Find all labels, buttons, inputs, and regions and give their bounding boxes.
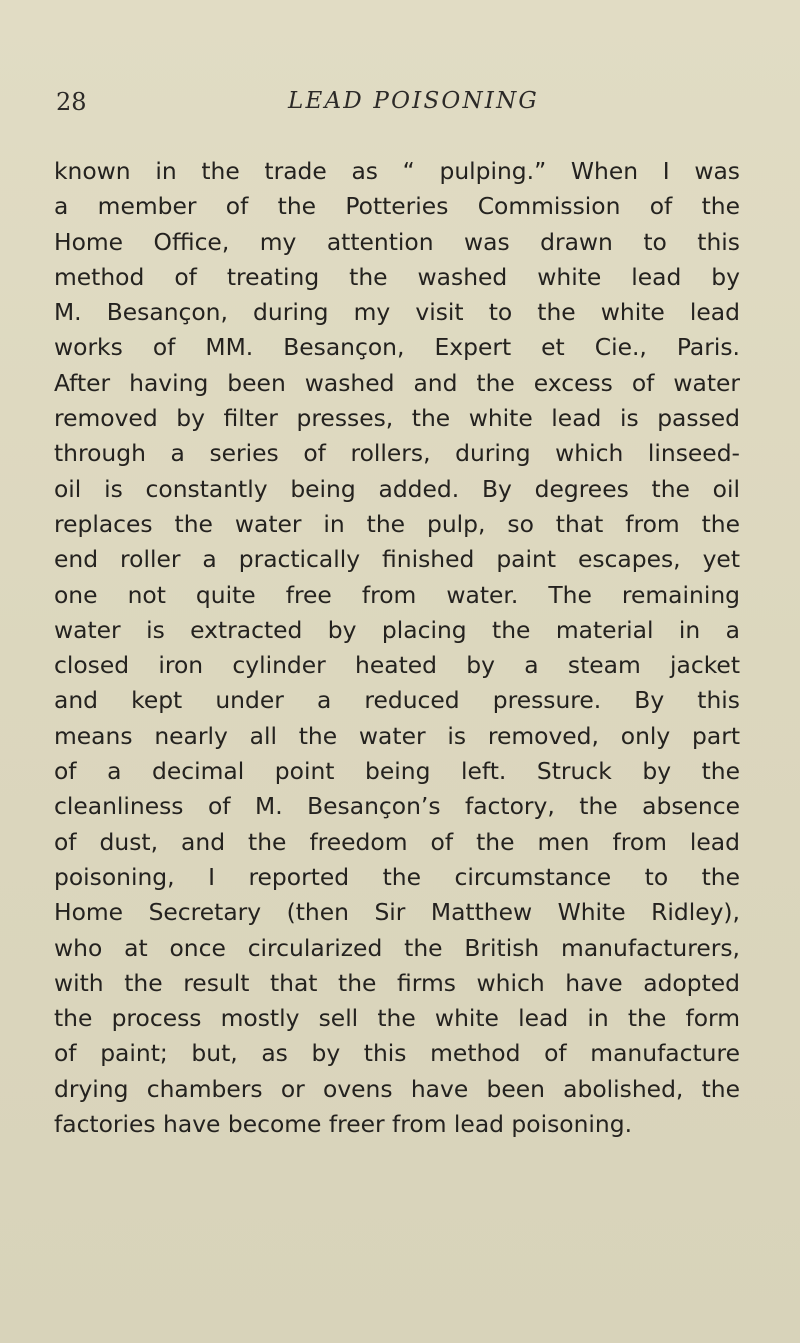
text-line: factories have become freer from lead poisoning. [54,1110,633,1139]
text-line: means nearly all the water is removed, only part [54,721,740,750]
text-line: known in the trade as “ pulping.” When I was [54,157,740,185]
text-line: removed by filter presses, the white lead is passed [54,404,740,433]
text-line: drying chambers or ovens have been abolished, the [54,1074,740,1103]
text-line: Home Secretary (then Sir Matthew White Ridley), [54,898,740,927]
text-line: closed iron cylinder heated by a steam jacket [54,651,740,680]
text-line: After having been washed and the excess of water [54,368,740,397]
body-paragraph [54,154,740,1142]
running-head [56,88,746,128]
text-line: who at once circularized the British manufacturers, [54,933,740,962]
text-line: water is extracted by placing the material in a [54,615,740,644]
text-line: of dust, and the freedom of the men from lead [54,827,740,856]
text-line: through a series of rollers, during which linseed- [54,439,740,468]
text-line: one not quite free from water. The remaining [54,580,740,609]
text-line: oil is constantly being added. By degrees the oil [54,474,740,503]
page-number: 28 [56,88,87,116]
text-line: end roller a practically finished paint escapes, yet [54,545,740,574]
text-line: replaces the water in the pulp, so that from the [54,509,740,538]
running-title: LEAD POISONING [288,88,539,114]
text-line: a member of the Potteries Commission of the [54,192,740,221]
text-line: cleanliness of M. Besançon’s factory, the absence [54,792,740,821]
text-line: of paint; but, as by this method of manufacture [54,1039,740,1068]
text-line: and kept under a reduced pressure. By this [54,686,740,715]
text-line: the process mostly sell the white lead in the form [54,1004,740,1033]
text-line: with the result that the firms which have adopted [54,968,740,997]
text-line: method of treating the washed white lead by [54,262,740,291]
text-line: Home Office, my attention was drawn to this [54,227,740,256]
text-line: poisoning, I reported the circumstance to the [54,862,740,891]
text-line: works of MM. Besançon, Expert et Cie., Paris. [54,333,740,362]
text-line: of a decimal point being left. Struck by the [54,757,740,786]
text-line: M. Besançon, during my visit to the white lead [54,298,740,327]
